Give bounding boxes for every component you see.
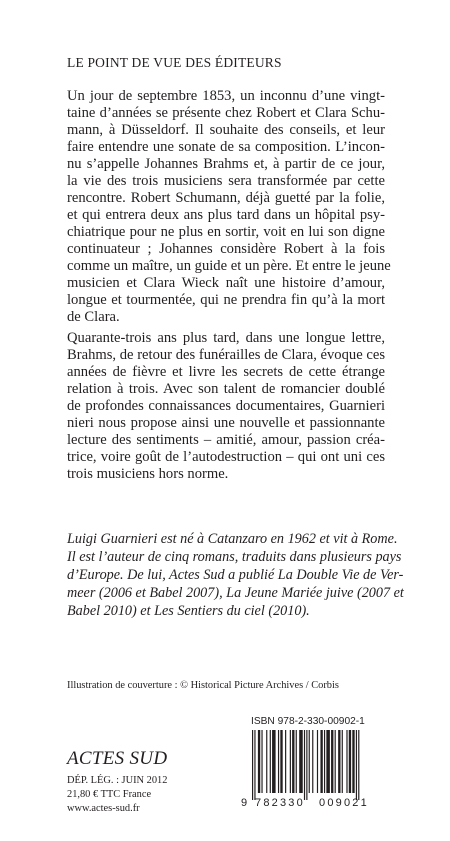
- barcode-bar: [270, 730, 271, 793]
- barcode-bar: [252, 730, 253, 800]
- summary-line: Brahms, de retour des funérailles de Clara, évoque ces: [67, 347, 385, 363]
- summary-line: Quarante-trois ans plus tard, dans une longue lettre,: [67, 330, 385, 346]
- summary-line: années de fièvre et livre les secrets de cette étrange: [67, 364, 385, 380]
- price: 21,80 € TTC France: [67, 789, 152, 800]
- summary-line: mann, à Düsseldorf. Il souhaite des conseils, et leur: [67, 122, 385, 138]
- summary-line: faire entendre une sonate de sa composition. L’incon-: [67, 139, 385, 155]
- barcode-bar: [278, 730, 279, 793]
- barcode-bar: [272, 730, 276, 793]
- barcode-digits-left: 782330: [255, 797, 305, 808]
- barcode-bar: [254, 730, 255, 800]
- barcode-bar: [299, 730, 303, 793]
- barcode-bar: [317, 730, 318, 793]
- barcode-bar: [349, 730, 351, 793]
- barcode-digits-right: 009021: [319, 797, 369, 808]
- summary-line: relation à trois. Avec son talent de romancier doublé: [67, 381, 385, 397]
- barcode-bar: [290, 730, 291, 793]
- summary-line: trois musiciens hors norme.: [67, 466, 229, 482]
- cover-credit: Illustration de couverture : © Historical Picture Archives / Corbis: [67, 680, 339, 691]
- bio-line: Il est l’auteur de cinq romans, traduits dans plusieurs pays: [67, 549, 402, 565]
- barcode-bar: [312, 730, 313, 793]
- barcode-bar: [326, 730, 330, 793]
- summary-line: nieri nous propose ainsi une nouvelle et passionnante: [67, 415, 385, 431]
- barcode-first-digit: 9: [241, 797, 248, 808]
- barcode-bar: [280, 730, 282, 793]
- summary-line: lecture des sentiments – amitié, amour, passion créa-: [67, 432, 385, 448]
- barcode-bar: [338, 730, 340, 793]
- summary-line: la vie des trois musiciens sera transformée par cette: [67, 173, 385, 189]
- summary-line: trice, voire goût de l’autodestruction – qui ont uni ces: [67, 449, 385, 465]
- bio-line: meer (2006 et Babel 2007), La Jeune Mariée juive (2007 et: [67, 585, 404, 601]
- barcode-bar: [266, 730, 267, 793]
- barcode-bar: [335, 730, 336, 793]
- barcode-bar: [309, 730, 310, 793]
- summary-line: Un jour de septembre 1853, un inconnu d’une vingt-: [67, 88, 385, 104]
- website: www.actes-sud.fr: [67, 803, 140, 814]
- barcode-bar: [358, 730, 359, 800]
- barcode-bar: [304, 730, 305, 800]
- barcode-bar: [320, 730, 322, 793]
- summary-line: de profondes connaissances documentaires, Guarnieri: [67, 398, 385, 414]
- barcode-bar: [342, 730, 343, 793]
- barcode-bars: [252, 730, 359, 800]
- bio-line: d’Europe. De lui, Actes Sud a publié La Double Vie de Ver-: [67, 567, 404, 583]
- summary-line: de Clara.: [67, 309, 120, 325]
- barcode-bar: [324, 730, 325, 793]
- summary-line: comme un maître, un guide et un père. Et entre le jeune: [67, 258, 391, 274]
- bio-line: Luigi Guarnieri est né à Catanzaro en 1962 et vit à Rome.: [67, 531, 398, 547]
- summary-line: musicien et Clara Wieck naît une histoire d’amour,: [67, 275, 385, 291]
- summary-line: taine d’années se présente chez Robert et Clara Schu-: [67, 105, 385, 121]
- isbn-label: ISBN 978-2-330-00902-1: [251, 716, 365, 727]
- summary-line: longue et tourmentée, qui ne prendra fin qu’à la mort: [67, 292, 385, 308]
- summary-line: et qui entrera deux ans plus tard dans un hôpital psy-: [67, 207, 385, 223]
- barcode-bar: [356, 730, 357, 800]
- barcode: [240, 730, 388, 808]
- publisher-logo: ACTES SUD: [67, 748, 168, 769]
- barcode-bar: [261, 730, 262, 793]
- barcode-bar: [296, 730, 297, 793]
- barcode-bar: [352, 730, 354, 793]
- barcode-bar: [331, 730, 333, 793]
- barcode-bar: [292, 730, 294, 793]
- legal-deposit: DÉP. LÉG. : JUIN 2012: [67, 775, 168, 786]
- barcode-bar: [346, 730, 347, 793]
- summary-line: chiatrique pour ne plus en sortir, voit en lui son digne: [67, 224, 385, 240]
- summary-line: nu s’appelle Johannes Brahms et, à partir de ce jour,: [67, 156, 385, 172]
- barcode-bar: [306, 730, 307, 800]
- section-heading: LE POINT DE VUE DES ÉDITEURS: [67, 55, 282, 70]
- barcode-bar: [285, 730, 286, 793]
- summary-line: rencontre. Robert Schumann, déjà guetté par la folie,: [67, 190, 385, 206]
- summary-line: continuateur ; Johannes considère Robert à la fois: [67, 241, 385, 257]
- bio-line: Babel 2010) et Les Sentiers du ciel (2010).: [67, 603, 310, 619]
- barcode-bar: [258, 730, 260, 793]
